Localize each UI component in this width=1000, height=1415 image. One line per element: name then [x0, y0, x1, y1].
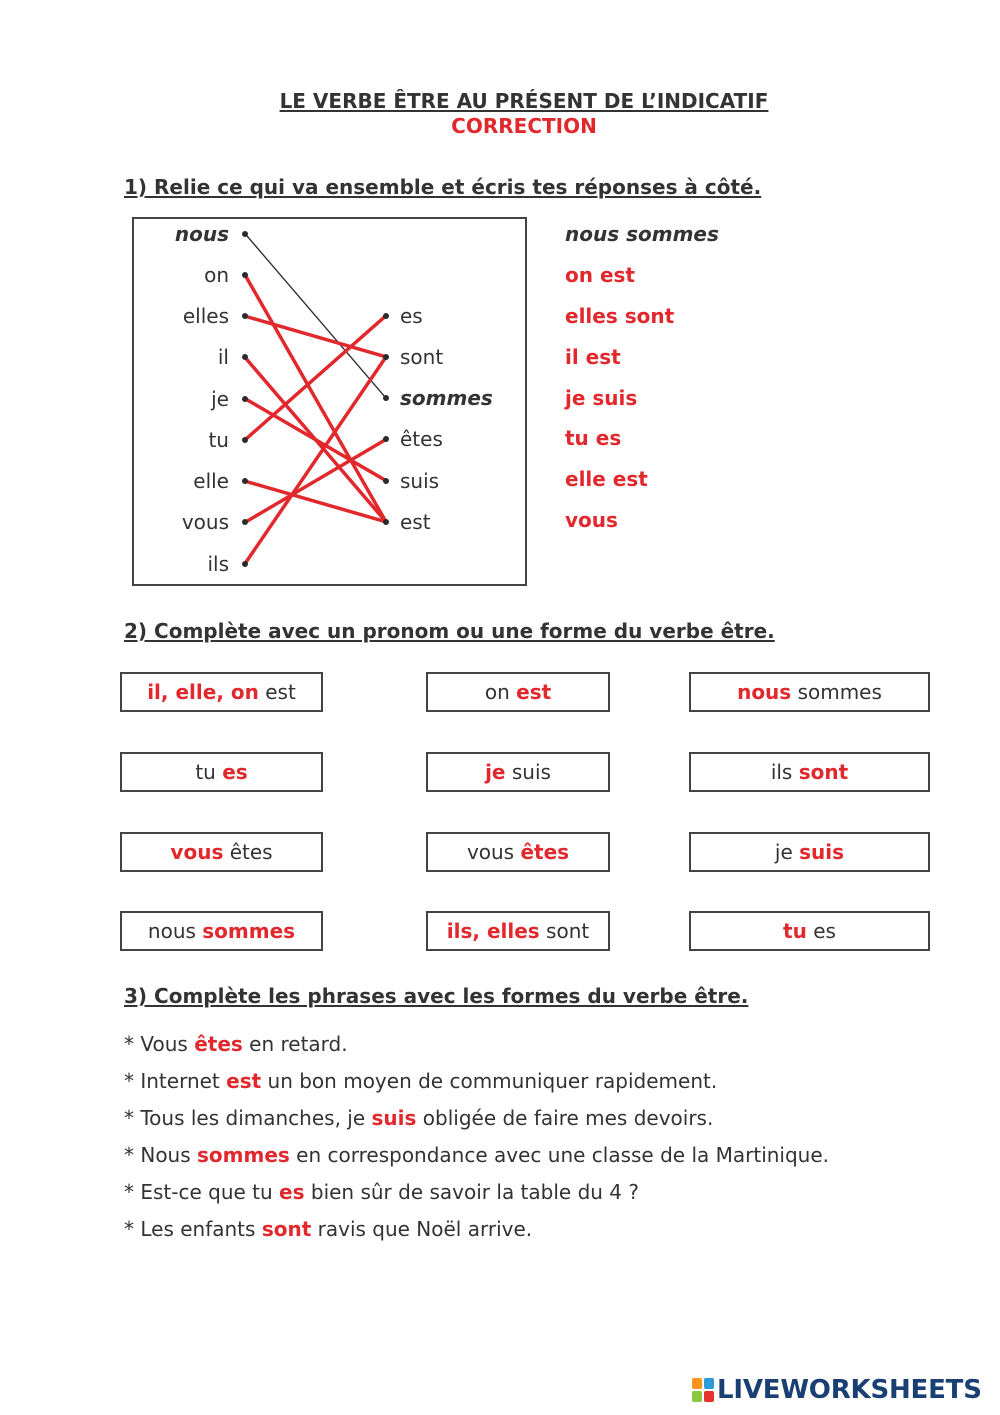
sentence — [124, 1174, 829, 1211]
exercise-3-heading: 3) Complète les phrases avec les formes du verbe être. — [124, 984, 749, 1008]
fill-box — [426, 911, 610, 951]
sentence-start: * Les enfants — [124, 1216, 256, 1241]
box-answer: êtes — [520, 840, 570, 864]
pronoun-dot — [242, 272, 248, 278]
box-given: vous — [466, 840, 515, 864]
pronoun-item — [120, 502, 248, 543]
answer-text: tu es — [565, 426, 622, 451]
sentence-answer: êtes — [194, 1031, 243, 1056]
verb-item — [383, 295, 523, 336]
box-answer: est — [516, 680, 552, 704]
sentence-start: * Tous les dimanches, je — [124, 1105, 366, 1130]
verb-label: sont — [400, 344, 444, 369]
verb-dot — [383, 519, 389, 525]
pronoun-label: nous — [174, 221, 229, 246]
box-given: suis — [511, 760, 551, 784]
logo-text: LIVEWORKSHEETS — [717, 1375, 982, 1405]
sentence — [124, 1063, 829, 1100]
pronoun-label: je — [211, 386, 229, 411]
box-given: sont — [546, 919, 590, 943]
answer-text: je suis — [565, 385, 638, 410]
pronoun-list — [120, 213, 248, 584]
answer-line — [565, 377, 865, 418]
verb-label: êtes — [400, 427, 443, 452]
verb-dot — [383, 436, 389, 442]
verb-label: sommes — [400, 386, 493, 411]
box-given: sommes — [797, 680, 882, 704]
pronoun-item — [120, 337, 248, 378]
sentence-end: obligée de faire mes devoirs. — [422, 1105, 714, 1130]
sentence-list — [124, 1026, 829, 1248]
sentence-answer: sont — [261, 1216, 312, 1241]
pronoun-item — [120, 254, 248, 295]
verb-item — [383, 501, 523, 542]
fill-box — [120, 672, 323, 712]
pronoun-dot — [242, 437, 248, 443]
box-given: es — [813, 919, 836, 943]
box-given: ils — [770, 760, 793, 784]
pronoun-item — [120, 213, 248, 254]
sentence-end: bien sûr de savoir la table du 4 ? — [310, 1179, 639, 1204]
box-answer: nous — [737, 680, 792, 704]
pronoun-item — [120, 419, 248, 460]
fill-box — [689, 752, 930, 792]
answer-line — [565, 295, 865, 336]
pronoun-label: elle — [193, 469, 229, 494]
pronoun-label: ils — [207, 551, 229, 576]
match-line-vous-etes — [245, 439, 386, 522]
sentence-start: * Est-ce que tu — [124, 1179, 273, 1204]
pronoun-dot — [242, 478, 248, 484]
pronoun-dot — [242, 396, 248, 402]
sentence-answer: suis — [371, 1105, 417, 1130]
pronoun-item — [120, 378, 248, 419]
match-line-tu-es — [245, 316, 386, 440]
answer-text: vous — [565, 508, 618, 533]
answer-text: il est — [565, 344, 621, 369]
answer-line — [565, 254, 865, 295]
answer-text: elle est — [565, 467, 648, 492]
answer-line — [565, 459, 865, 500]
pronoun-dot — [242, 313, 248, 319]
box-answer: je — [485, 760, 506, 784]
exercise-1-heading: 1) Relie ce qui va ensemble et écris tes réponses à côté. — [124, 175, 762, 199]
exercise-2-heading: 2) Complète avec un pronom ou une forme du verbe être. — [124, 619, 775, 643]
verb-dot — [383, 478, 389, 484]
pronoun-item — [120, 296, 248, 337]
box-answer: es — [222, 760, 248, 784]
match-line-ils-sont — [245, 357, 386, 564]
pronoun-dot — [242, 561, 248, 567]
fill-box — [120, 752, 323, 792]
sentence-start: * Vous — [124, 1031, 188, 1056]
sentence-answer: est — [226, 1068, 262, 1093]
verb-label: suis — [400, 468, 440, 493]
sentence-end: en correspondance avec une classe de la Martinique. — [296, 1142, 830, 1167]
sentence-start: * Internet — [124, 1068, 220, 1093]
fill-box — [426, 752, 610, 792]
box-given: on — [484, 680, 510, 704]
box-answer: il, elle, on — [147, 680, 259, 704]
verb-label: est — [400, 509, 431, 534]
verb-item — [383, 419, 523, 460]
sentence-answer: sommes — [197, 1142, 290, 1167]
box-answer: ils, elles — [446, 919, 540, 943]
sentence — [124, 1211, 829, 1248]
pronoun-dot — [242, 519, 248, 525]
box-answer: suis — [799, 840, 845, 864]
answer-line — [565, 214, 865, 255]
answer-text: on est — [565, 262, 635, 287]
sentence-start: * Nous — [124, 1142, 191, 1167]
exercise-1-answers — [565, 214, 865, 541]
pronoun-label: on — [204, 262, 229, 287]
verb-item — [383, 378, 523, 419]
box-given: je — [774, 840, 793, 864]
verb-item — [383, 460, 523, 501]
pronoun-label: vous — [181, 510, 229, 535]
fill-box — [120, 832, 323, 872]
fill-box — [426, 672, 610, 712]
fill-box — [689, 672, 930, 712]
sentence-end: un bon moyen de communiquer rapidement. — [267, 1068, 718, 1093]
pronoun-label: tu — [208, 427, 229, 452]
box-given: est — [265, 680, 296, 704]
pronoun-label: il — [217, 345, 229, 370]
liveworksheets-logo — [692, 1374, 982, 1406]
box-answer: sommes — [202, 919, 296, 943]
fill-box — [426, 832, 610, 872]
verb-item — [383, 336, 523, 377]
answer-line — [565, 500, 865, 541]
match-line-je-suis — [245, 399, 386, 481]
verb-label: es — [400, 303, 423, 328]
box-answer: sont — [798, 760, 849, 784]
correction-label: CORRECTION — [451, 114, 597, 138]
match-line-on-est — [245, 275, 386, 522]
verb-list — [383, 295, 523, 543]
pronoun-dot — [242, 354, 248, 360]
fill-box — [689, 911, 930, 951]
box-answer: tu — [783, 919, 807, 943]
fill-box — [689, 832, 930, 872]
verb-dot — [383, 395, 389, 401]
box-given: nous — [147, 919, 196, 943]
liveworksheets-icon — [692, 1378, 714, 1402]
answer-line — [565, 336, 865, 377]
sentence — [124, 1100, 829, 1137]
box-given: tu — [195, 760, 216, 784]
sentence — [124, 1026, 829, 1063]
sentence-end: en retard. — [249, 1031, 348, 1056]
sentence — [124, 1137, 829, 1174]
verb-dot — [383, 354, 389, 360]
worksheet-title: LE VERBE ÊTRE AU PRÉSENT DE L’INDICATIF — [279, 89, 769, 113]
example-answer: nous sommes — [565, 221, 719, 246]
pronoun-item — [120, 461, 248, 502]
box-answer: vous — [170, 840, 224, 864]
answer-line — [565, 418, 865, 459]
fill-box — [120, 911, 323, 951]
match-line-nous-sommes — [245, 234, 386, 399]
answer-text: elles sont — [565, 303, 675, 328]
pronoun-label: elles — [182, 304, 229, 329]
sentence-answer: es — [279, 1179, 305, 1204]
pronoun-dot — [242, 231, 248, 237]
box-given: êtes — [229, 840, 273, 864]
sentence-end: ravis que Noël arrive. — [317, 1216, 533, 1241]
pronoun-item — [120, 543, 248, 584]
verb-dot — [383, 313, 389, 319]
